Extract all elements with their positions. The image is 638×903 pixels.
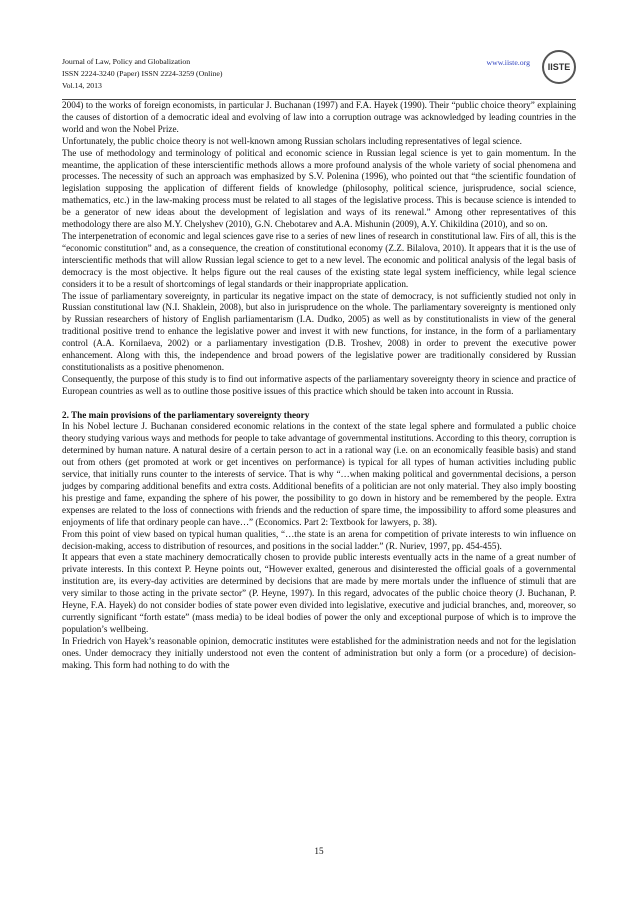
paragraph: The interpenetration of economic and legal sciences gave rise to a series of new lines of research in constitutional law. Firs of all, this is the “economic constitution” and, as a consequence, the creation of constitutional economy (Z.Z. Bilalova, 2010). It appears that it is the use of interscientific methods that will allow Russian legal science to get to a new level. The economic and political analysis of the legal basis of democracy is the most objective. It helps figure out the real causes of the existing state legal system inefficiency, while legal science considers it to be a result of shortcomings of legal standards or their inappropriate application. — [62, 230, 576, 289]
paragraph: 2004) to the works of foreign economists, in particular J. Buchanan (1997) and F.A. Hayek (1990). Their “public choice theory” explaining the causes of distortion of a democratic ideal and evolving of law into a corruption outrage was acknowledged by leading countries in the world and won the Nobel Prize. — [62, 100, 576, 134]
article-body — [62, 100, 576, 671]
journal-url-link[interactable]: www.iiste.org — [486, 58, 530, 67]
page-header — [62, 56, 576, 96]
section-gap — [62, 398, 576, 410]
journal-title: Journal of Law, Policy and Globalization — [62, 57, 191, 66]
paragraph: The use of methodology and terminology of political and economic science in Russian legal science is yet to gain momentum. In the meantime, the application of these interscientific methods allows a more profound analysis of the whole variety of social phenomena and processes. The necessity of such an approach was emphasized by S.V. Polenina (1996), who pointed out that “the scientific foundation of legislation supposing the application of different fields of knowledge (philosophy, political science, jurisprudence, social science, mathematics, etc.) in the law-making process must be related to all stages of the legislative process. This is because science is intended to be a generator of new ideas about the development of legislation and ways of its renewal.” Among other representatives of this methodology there are also M.Y. Chelyshev (2010), G.N. Chebotarev and A.A. Mishunin (2009), A.Y. Chikildina (2010), and so on. — [62, 147, 576, 230]
paragraph: It appears that even a state machinery democratically chosen to provide public interests eventually acts in the name of a great number of private interests. In this context P. Heyne points out, “However exalted, generous and disinterested the official goals of a governmental institution are, its every-day activities are determined by decisions that are made by mere mortals under the influence of stimuli that are very similar to those acting in the private sector” (P. Heyne, 1997). In this regard, advocates of the public choice theory (J. Buchanan, P. Heyne, F.A. Hayek) do not consider bodies of state power even divided into legislative, executive and judicial branches, and, moreover, so currently significant “forth estate” (mass media) to be ideal bodies of power the only and exceptional purpose of which is to improve the population’s wellbeing. — [62, 552, 576, 634]
section-heading: 2. The main provisions of the parliamentary sovereignty theory — [62, 409, 310, 420]
paragraph: The issue of parliamentary sovereignty, in particular its negative impact on the state of democracy, is not sufficiently studied not only in Russian constitutional law (N.I. Shaklein, 2008), but also in jurisprudence on the whole. The parliamentary sovereignty is mentioned only by Russian researchers of history of English parliamentarism (I.A. Dudko, 2005) as well as by constitutionalists in view of the general traditional positive trend to enhance the legislative power and invest it with new functions, for instance, in the form of a parliamentary control (A.A. Kornilaeva, 2002) or a parliamentary investigation (D.B. Troshev, 2008) in order to prevent the executive power enhancement. Along with this, the independence and broad powers of the legislative power are traditionally considered by Russian constitutionalists as a positive phenomenon. — [62, 290, 576, 372]
logo-text: IISTE — [547, 62, 571, 72]
paragraph: Consequently, the purpose of this study is to find out informative aspects of the parliamentary sovereignty theory in science and practice of European countries as well as to outline those positive issues of this practice which should be taken into account in Russia. — [62, 373, 576, 396]
paragraph: In Friedrich von Hayek’s reasonable opinion, democratic institutes were established for the administration needs and not for the legislation ones. Under democracy they initially understood not even the content of administration but only a form (or a procedure) of decision-making. This form had nothing to do with the — [62, 635, 576, 670]
page-number: 15 — [314, 846, 324, 856]
issn: ISSN 2224-3240 (Paper) ISSN 2224-3259 (Online) — [62, 69, 223, 78]
iiste-logo — [542, 50, 576, 84]
volume: Vol.14, 2013 — [62, 81, 102, 90]
paragraph: From this point of view based on typical human qualities, “…the state is an arena for competition of private interests to win influence on decision-making, access to distribution of resources, and positions in the social ladder.” (R. Nuriev, 1997, pp. 454-455). — [62, 528, 576, 551]
paragraph: Unfortunately, the public choice theory is not well-known among Russian scholars including representatives of legal science. — [62, 135, 522, 146]
paragraph: In his Nobel lecture J. Buchanan considered economic relations in the context of the state legal sphere and formulated a public choice theory studying various ways and methods for people to take advantage of governmental institutions. According to this theory, corruption is determined by human nature. A natural desire of a certain person to act in a rational way (i.e. on an economically feasible basis) and stand out from others (get promoted at work or get incentives on performance) is typical for all types of human activities including public service, that initially runs counter to the interests of service. That is why “…when making political and governmental decisions, a person judges by comparing additional benefits and extra costs. Additional benefits of a politician are not only material. They also imply boosting his prestige and fame, expanding the sphere of his power, the possibility to go down in history and be remembered by the people. Extra expenses are related to the loss of connections with friends and the reduction of spare time, the impossibility to afford some pleasures and enjoyments of life that ordinary people can have…” (Economics. Part 2: Textbook for lawyers, p. 38). — [62, 421, 576, 527]
